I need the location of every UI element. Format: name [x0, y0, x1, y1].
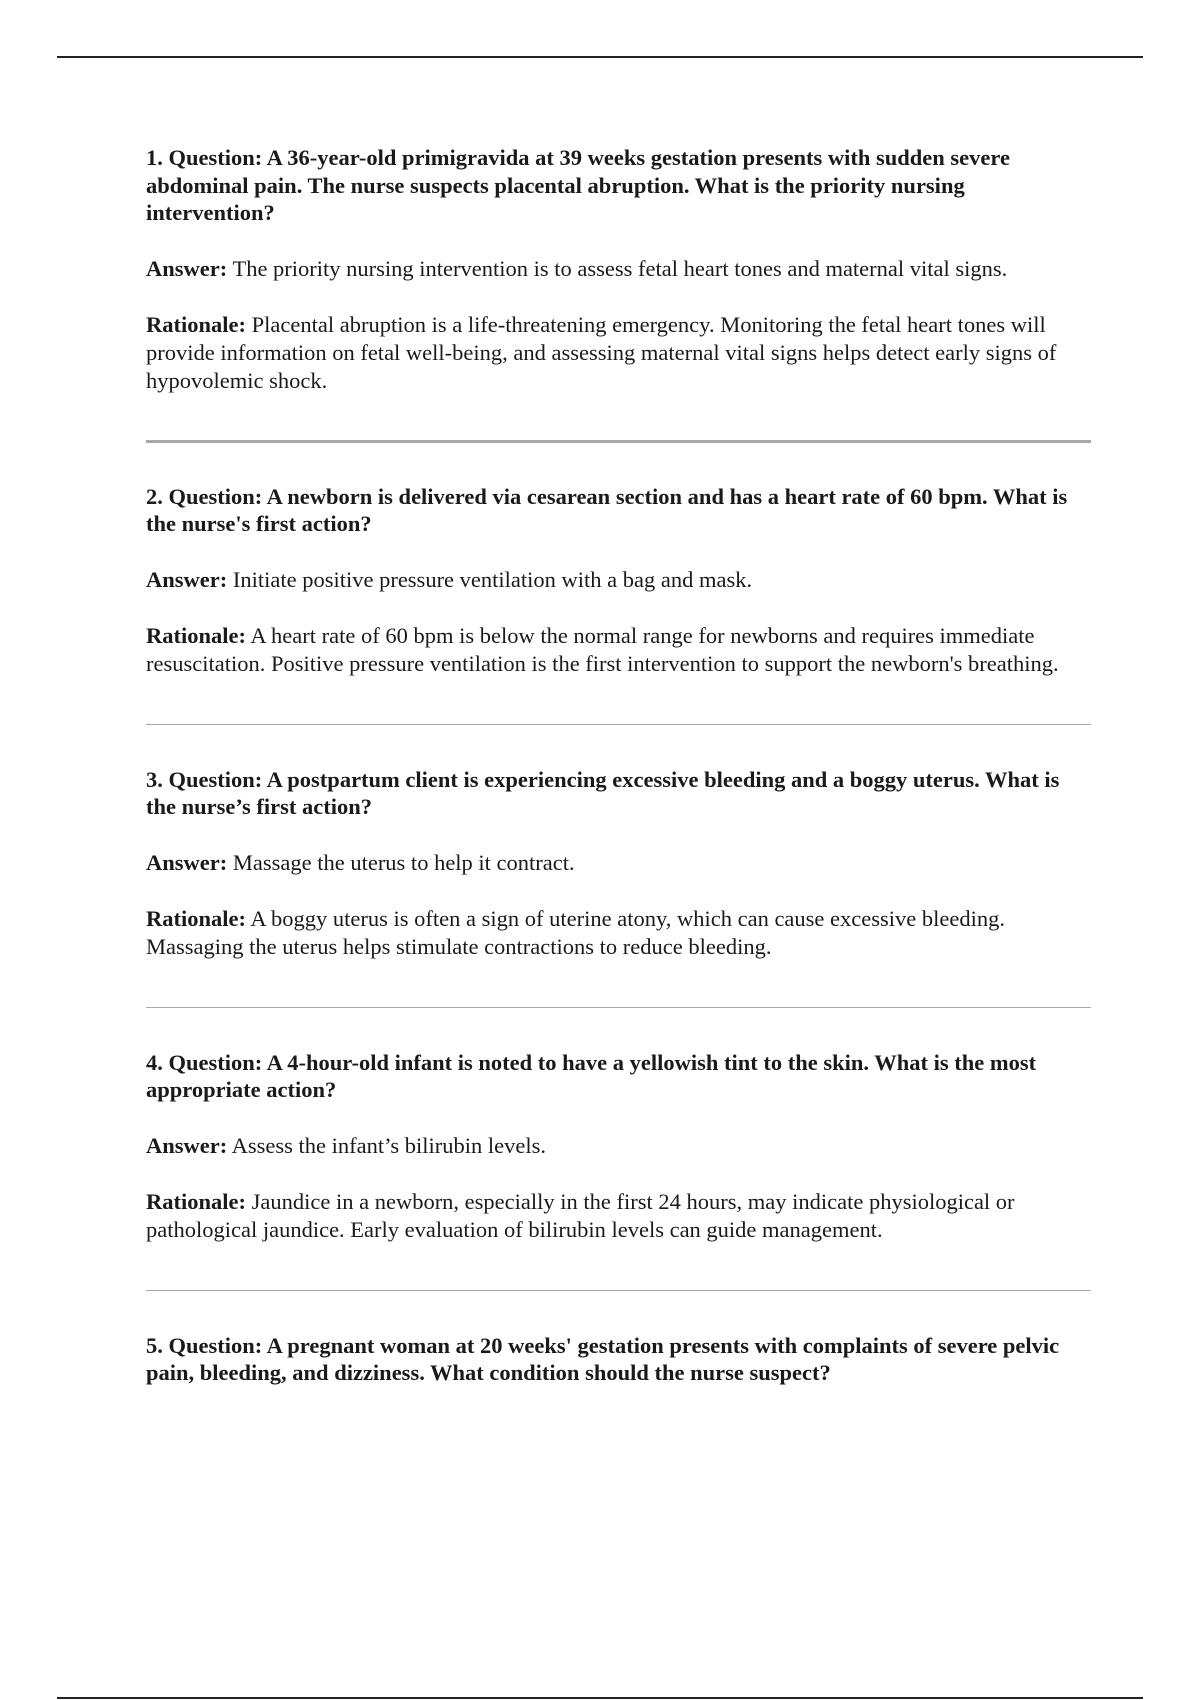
section-divider: [146, 1290, 1091, 1291]
qa-item-5: [146, 1332, 1091, 1387]
question-5: [146, 1332, 1091, 1387]
rationale-4: [146, 1188, 1091, 1244]
question-4-label: 4. Question:: [146, 1049, 263, 1075]
answer-3: [146, 849, 1091, 877]
rationale-1-text: Placental abruption is a life-threatening emergency. Monitoring the fetal heart tones will provide information on fetal well-being, and assessing maternal vital signs helps detect early signs of hypovolemic shock.: [146, 311, 1057, 393]
qa-item-3: [146, 766, 1091, 961]
question-5-label: 5. Question:: [146, 1332, 263, 1358]
answer-1-text: The priority nursing intervention is to assess fetal heart tones and maternal vital signs.: [232, 255, 1008, 281]
question-4-text: A 4-hour-old infant is noted to have a yellowish tint to the skin. What is the most appropriate action?: [146, 1049, 1037, 1102]
rationale-2-label: Rationale:: [146, 622, 246, 648]
qa-item-2: [146, 483, 1091, 678]
answer-1-label: Answer:: [146, 255, 228, 281]
question-3: [146, 766, 1091, 821]
rationale-1: [146, 311, 1091, 395]
question-5-text: A pregnant woman at 20 weeks' gestation presents with complaints of severe pelvic pain, bleeding, and dizziness. What condition should the nurse suspect?: [146, 1332, 1060, 1385]
question-4: [146, 1049, 1091, 1104]
rationale-2-text: A heart rate of 60 bpm is below the normal range for newborns and requires immediate resuscitation. Positive pressure ventilation is the first intervention to support the newborn's breathing.: [146, 622, 1059, 676]
question-2: [146, 483, 1091, 538]
question-2-label: 2. Question:: [146, 483, 263, 509]
answer-2-label: Answer:: [146, 566, 228, 592]
page-bottom-rule: [57, 1697, 1143, 1699]
answer-1: [146, 255, 1091, 283]
question-1-label: 1. Question:: [146, 145, 263, 170]
answer-3-text: Massage the uterus to help it contract.: [232, 849, 575, 875]
question-1-text: A 36-year-old primigravida at 39 weeks gestation presents with sudden severe abdominal pain. The nurse suspects placental abruption. What is the priority nursing intervention?: [146, 145, 1010, 225]
document-body: [146, 144, 1091, 1387]
section-divider: [146, 724, 1091, 725]
answer-2-text: Initiate positive pressure ventilation with a bag and mask.: [232, 566, 753, 592]
section-divider: [146, 1007, 1091, 1008]
rationale-3-label: Rationale:: [146, 905, 246, 931]
question-1: [146, 144, 1091, 227]
answer-4: [146, 1132, 1091, 1160]
answer-4-label: Answer:: [146, 1132, 228, 1158]
qa-item-1: [146, 144, 1091, 395]
answer-4-text: Assess the infant’s bilirubin levels.: [231, 1132, 546, 1158]
question-3-label: 3. Question:: [146, 766, 263, 792]
qa-item-4: [146, 1049, 1091, 1244]
rationale-4-text: Jaundice in a newborn, especially in the first 24 hours, may indicate physiological or pathological jaundice. Early evaluation of bilirubin levels can guide management.: [146, 1188, 1015, 1242]
question-3-text: A postpartum client is experiencing excessive bleeding and a boggy uterus. What is the nurse’s first action?: [146, 766, 1060, 819]
question-2-text: A newborn is delivered via cesarean section and has a heart rate of 60 bpm. What is the nurse's first action?: [146, 483, 1068, 536]
section-divider: [146, 440, 1091, 443]
rationale-2: [146, 622, 1091, 678]
answer-3-label: Answer:: [146, 849, 228, 875]
rationale-3: [146, 905, 1091, 961]
page-top-rule: [57, 56, 1143, 58]
rationale-4-label: Rationale:: [146, 1188, 246, 1214]
rationale-1-label: Rationale:: [146, 311, 246, 337]
rationale-3-text: A boggy uterus is often a sign of uterine atony, which can cause excessive bleeding. Massaging the uterus helps stimulate contractions to reduce bleeding.: [146, 905, 1005, 959]
answer-2: [146, 566, 1091, 594]
